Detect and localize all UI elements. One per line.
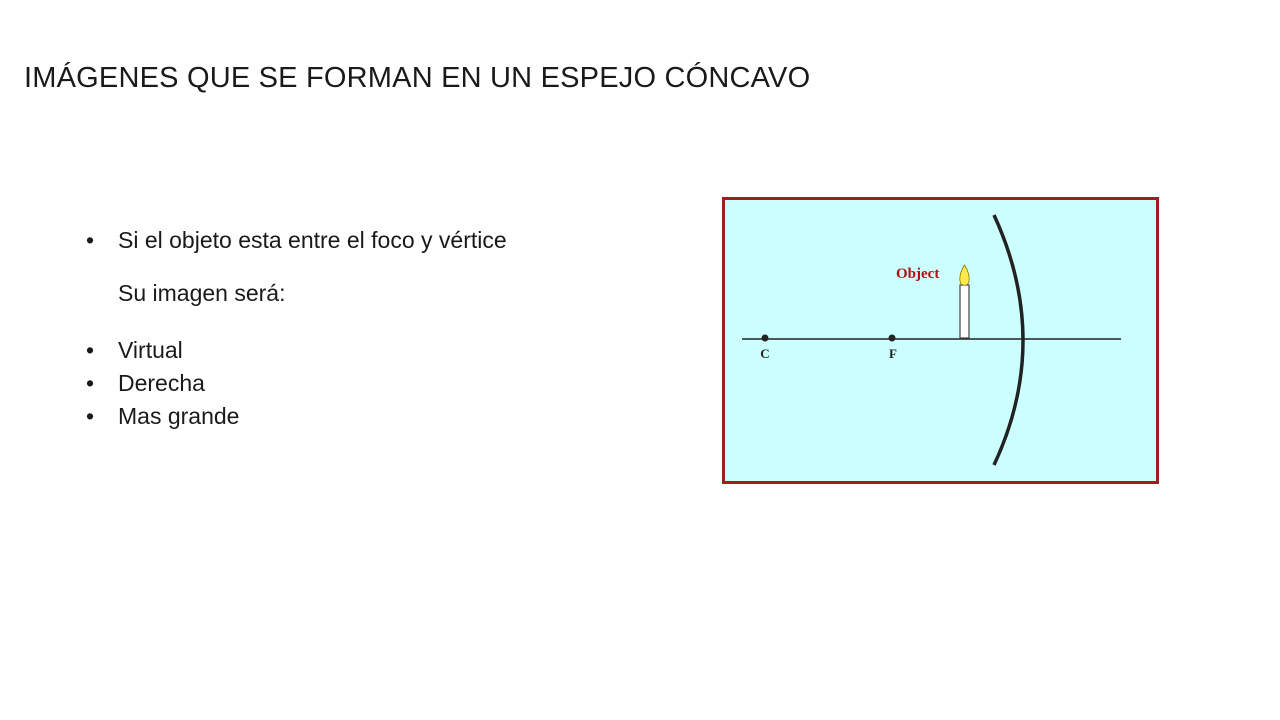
bullet-marker: •: [86, 403, 95, 429]
subline-text: Su imagen será:: [118, 280, 286, 306]
bullet-list: [86, 224, 686, 433]
list-item: [86, 400, 686, 433]
object-label: Object: [896, 266, 940, 282]
list-item: [86, 224, 686, 257]
list-item: [86, 367, 686, 400]
candle-body: [960, 285, 969, 338]
center-point: [762, 335, 769, 342]
center-label: C: [760, 346, 770, 361]
list-item: [86, 334, 686, 367]
bullet-marker: •: [86, 370, 95, 396]
intro-text: Si el objeto esta entre el foco y vértice: [118, 227, 507, 253]
slide-title: IMÁGENES QUE SE FORMAN EN UN ESPEJO CÓNCAVO: [24, 62, 811, 94]
focus-point: [889, 335, 896, 342]
concave-mirror-diagram: [722, 197, 1159, 484]
property-virtual: Virtual: [118, 337, 183, 363]
diagram-frame: [724, 199, 1158, 483]
focus-label: F: [889, 346, 897, 361]
bullet-marker: •: [86, 227, 95, 253]
property-derecha: Derecha: [118, 370, 205, 396]
bullet-marker: •: [86, 337, 95, 363]
property-mas-grande: Mas grande: [118, 403, 240, 429]
